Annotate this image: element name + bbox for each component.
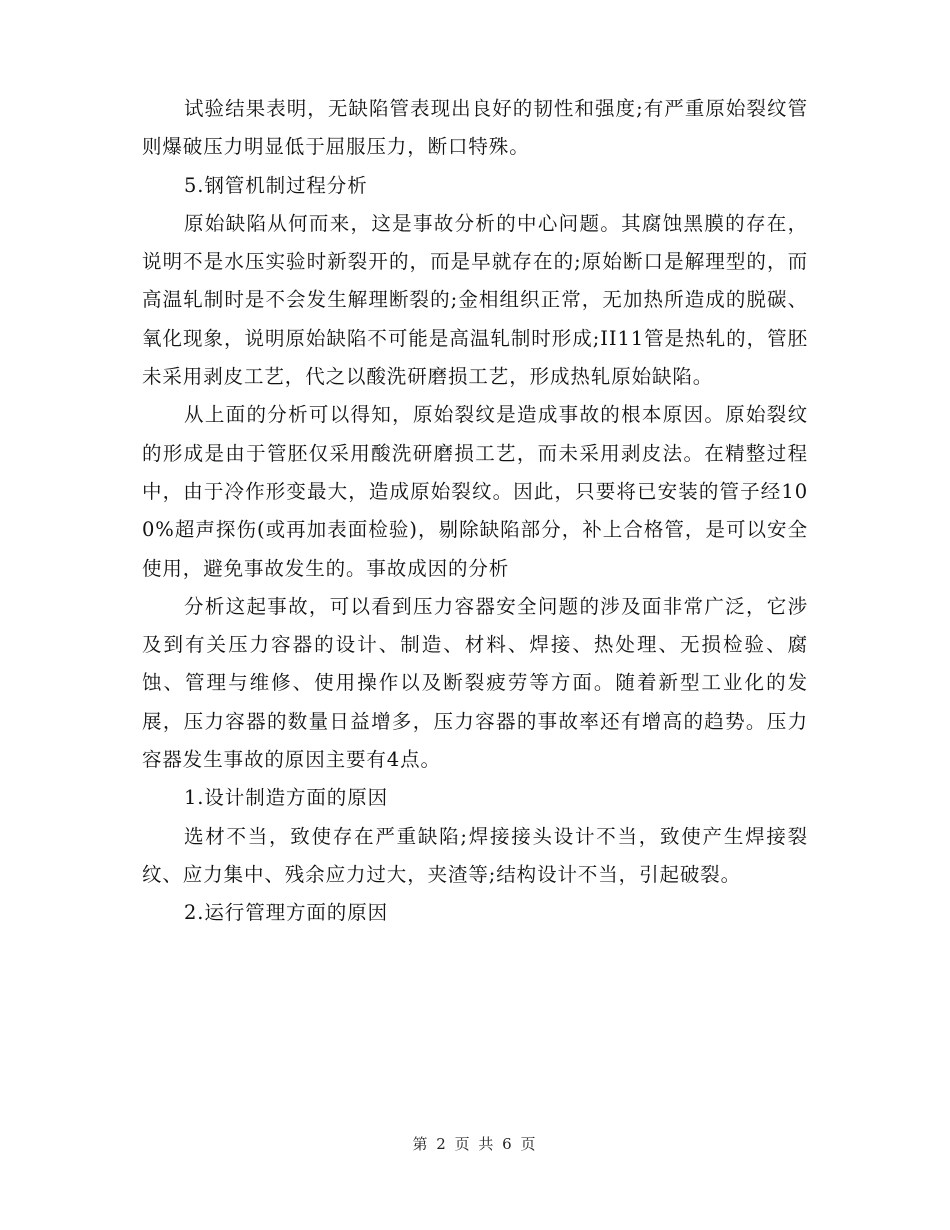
paragraph-design-causes: 选材不当，致使存在严重缺陷;焊接接头设计不当，致使产生焊接裂纹、应力集中、残余应力过大，夹渣等;结构设计不当，引起破裂。: [142, 824, 808, 886]
section-heading-pipe-process: 5.钢管机制过程分析: [184, 173, 368, 197]
paragraph-test-results: 试验结果表明，无缺陷管表现出良好的韧性和强度;有严重原始裂纹管则爆破压力明显低于屈服压力，断口特殊。: [142, 97, 808, 159]
section-heading-design-manufacturing: 1.设计制造方面的原因: [184, 786, 389, 810]
page-footer: 第 2 页 共 6 页: [412, 1135, 538, 1153]
paragraph-defect-origin: 原始缺陷从何而来，这是事故分析的中心问题。其腐蚀黑膜的存在，说明不是水压实验时新裂开的，而是早就存在的;原始断口是解理型的，而高温轧制时是不会发生解理断裂的;金相组织正常，无加热所造成的脱碳、氧化现象，说明原始缺陷不可能是高温轧制时形成;II11管是热轧的，管胚未采用剥皮工艺，代之以酸洗研磨损工艺，形成热轧原始缺陷。: [142, 211, 808, 389]
document-body: [142, 90, 808, 933]
paragraph-accident-analysis: 分析这起事故，可以看到压力容器安全问题的涉及面非常广泛，它涉及到有关压力容器的设计、制造、材料、焊接、热处理、无损检验、腐蚀、管理与维修、使用操作以及断裂疲劳等方面。随着新型工业化的发展，压力容器的数量日益增多，压力容器的事故率还有增高的趋势。压力容器发生事故的原因主要有4点。: [142, 594, 808, 772]
paragraph-root-cause: 从上面的分析可以得知，原始裂纹是造成事故的根本原因。原始裂纹的形成是由于管胚仅采用酸洗研磨损工艺，而未采用剥皮法。在精整过程中，由于冷作形变最大，造成原始裂纹。因此，只要将已安装的管子经100%超声探伤(或再加表面检验)，剔除缺陷部分，补上合格管，是可以安全使用，避免事故发生的。事故成因的分析: [142, 403, 808, 580]
section-heading-operation-management: 2.运行管理方面的原因: [184, 901, 389, 925]
